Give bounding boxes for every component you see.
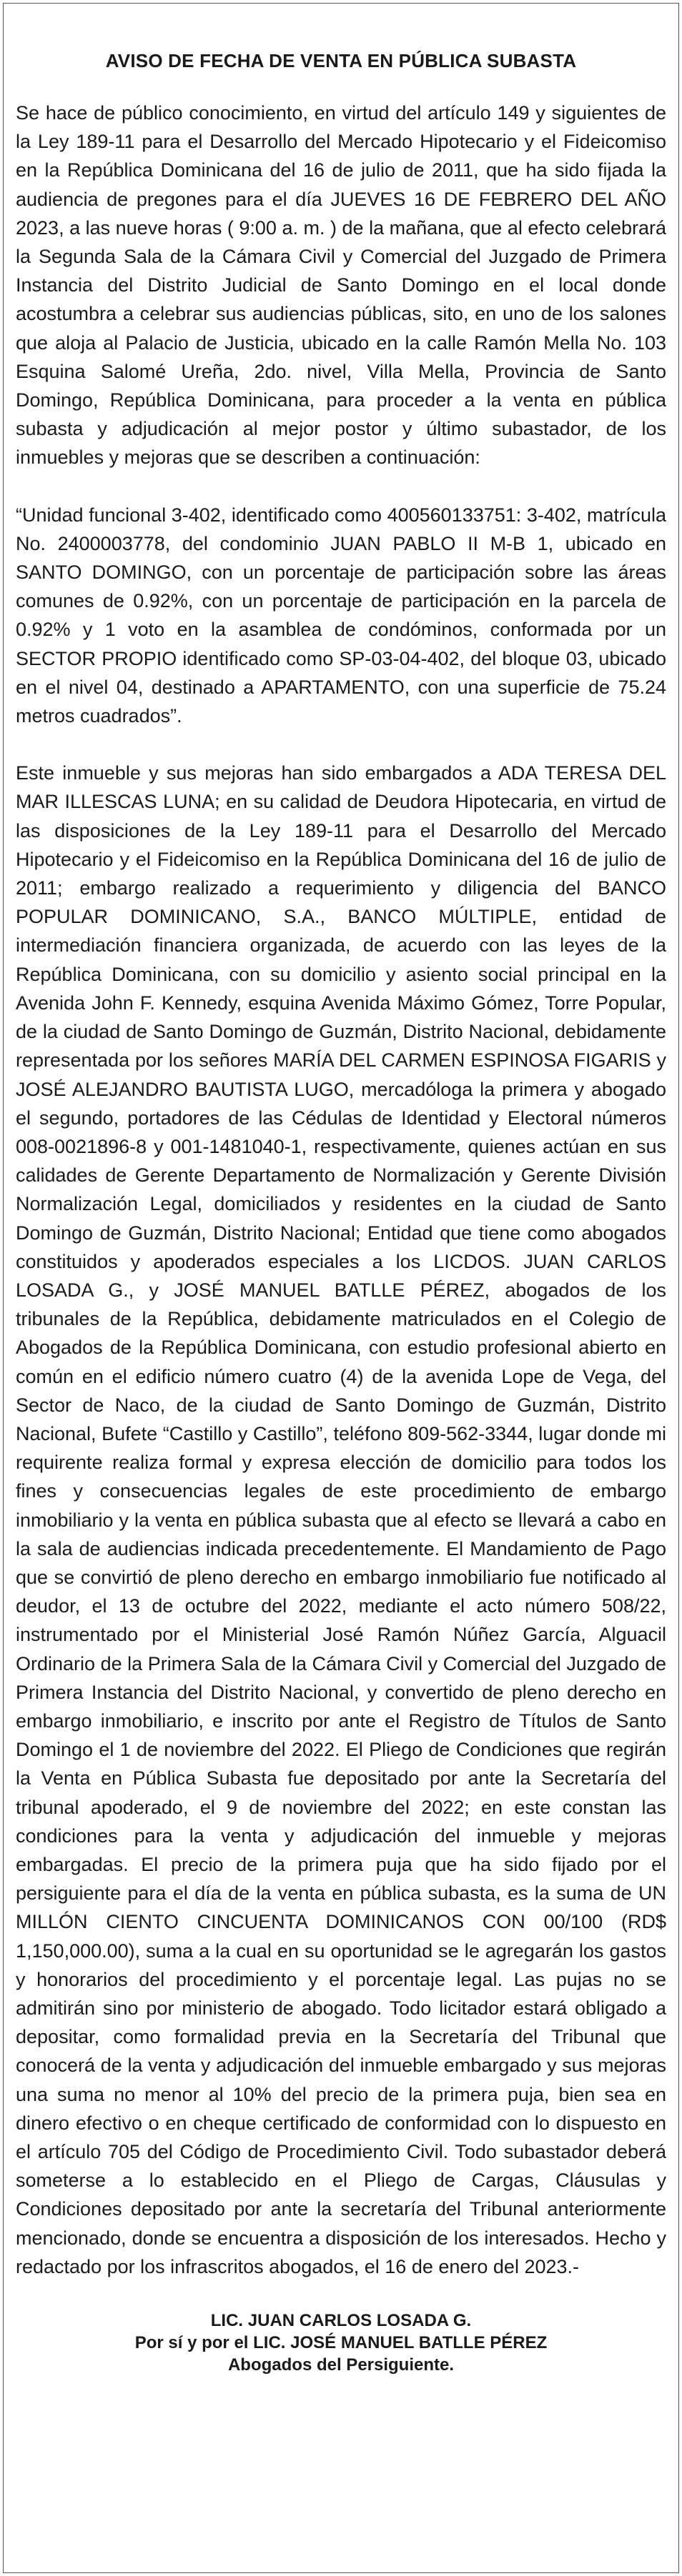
- signature-line-attorney: LIC. JUAN CARLOS LOSADA G.: [210, 2311, 472, 2331]
- signature-line-role: Abogados del Persiguiente.: [227, 2355, 455, 2375]
- paragraph-seizure-details: Este inmueble y sus mejoras han sido embargados a ADA TERESA DEL MAR ILLESCAS LUNA; en su calidad de Deudora Hipotecaria, en virtud de las disposiciones de la Ley 189-11 para el Desarrollo del Mercado Hipotecario y el Fideicomiso en la República Dominicana del 16 de julio de 2011; embargo realizado a requerimiento y diligencia del BANCO POPULAR DOMINICANO, S.A., BANCO MÚLTIPLE, entidad de intermediación financiera organizada, de acuerdo con las leyes de la República Dominicana, con su domicilio y asiento social principal en la Avenida John F. Kennedy, esquina Avenida Máximo Gómez, Torre Popular, de la ciudad de Santo Domingo de Guzmán, Distrito Nacional, debidamente representada por los señores MARÍA DEL CARMEN ESPINOSA FIGARIS y JOSÉ ALEJANDRO BAUTISTA LUGO, mercadóloga la primera y abogado el segundo, portadores de las Cédulas de Identidad y Electoral números 008-0021896-8 y 001-1481040-1, respectivamente, quienes actúan en sus calidades de Gerente Departamento de Normalización y Gerente División Normalización Legal, domiciliados y residentes en la ciudad de Santo Domingo de Guzmán, Distrito Nacional; Entidad que tiene como abogados constituidos y apoderados especiales a los LICDOS. JUAN CARLOS LOSADA G., y JOSÉ MANUEL BATLLE PÉREZ, abogados de los tribunales de la República, debidamente matriculados en el Colegio de Abogados de la República Dominicana, con estudio profesional abierto en común en el edificio número cuatro (4) de la avenida Lope de Vega, del Sector de Naco, de la ciudad de Santo Domingo de Guzmán, Distrito Nacional, Bufete “Castillo y Castillo”, teléfono 809-562-3344, lugar donde mi requirente realiza formal y expresa elección de domicilio para todos los fines y consecuencias legales de este procedimiento de embargo inmobiliario y la venta en pública subasta que al efecto se llevará a cabo en la sala de audiencias indicada precedentemente. El Mandamiento de Pago que se convirtió de pleno derecho en embargo inmobiliario fue notificado al deudor, el 13 de octubre del 2022, mediante el acto número 508/22, instrumentado por el Ministerial José Ramón Núñez García, Alguacil Ordinario de la Primera Sala de la Cámara Civil y Comercial del Juzgado de Primera Instancia del Distrito Nacional, y convertido de pleno derecho en embargo inmobiliario, e inscrito por ante el Registro de Títulos de Santo Domingo el 1 de noviembre del 2022. El Pliego de Condiciones que regirán la Venta en Pública Subasta fue depositado por ante la Secretaría del tribunal apoderado, el 9 de noviembre del 2022; en este constan las condiciones para la venta y adjudicación del inmueble y mejoras embargadas. El precio de la primera puja que ha sido fijado por el persiguiente para el día de la venta en pública subasta, es la suma de UN MILLÓN CIENTO CINCUENTA DOMINICANOS CON 00/100 (RD$ 1,150,000.00), suma a la cual en su oportunidad se le agregarán los gastos y honorarios del procedimiento y el porcentaje legal. Las pujas no se admitirán sino por ministerio de abogado. Todo licitador estará obligado a depositar, como formalidad previa en la Secretaría del Tribunal que conocerá de la venta y adjudicación del inmueble embargado y sus mejoras una suma no menor al 10% del precio de la primera puja, bien sea en dinero efectivo o en cheque certificado de conformidad con lo dispuesto en el artículo 705 del Código de Procedimiento Civil. Todo subastador deberá someterse a lo establecido en el Pliego de Cargas, Cláusulas y Condiciones depositado por ante la secretaría del Tribunal anteriormente mencionado, donde se encuentra a disposición de los interesados. Hecho y redactado por los infrascritos abogados, el 16 de enero del 2023.-: [16, 762, 666, 2277]
- signature-line-co-attorney: Por sí y por el LIC. JOSÉ MANUEL BATLLE PÉREZ: [134, 2333, 548, 2353]
- paragraph-property-description: “Unidad funcional 3-402, identificado como 400560133751: 3-402, matrícula No. 2400003778, del condominio JUAN PABLO II M-B 1, ubicado en SANTO DOMINGO, con un porcentaje de participación sobre las áreas comunes de 0.92%, con un porcentaje de participación en la parcela de 0.92% y 1 voto en la asamblea de condóminos, conformada por un SECTOR PROPIO identificado como SP-03-04-402, del bloque 03, ubicado en el nivel 04, destinado a APARTAMENTO, con una superficie de 75.24 metros cuadrados”.: [16, 504, 666, 727]
- paragraph-announcement: Se hace de público conocimiento, en virtud del artículo 149 y siguientes de la Ley 189-11 para el Desarrollo del Mercado Hipotecario y el Fideicomiso en la República Dominicana del 16 de julio de 2011, que ha sido fijada la audiencia de pregones para el día JUEVES 16 DE FEBRERO DEL AÑO 2023, a las nueve horas ( 9:00 a. m. ) de la mañana, que al efecto celebrará la Segunda Sala de la Cámara Civil y Comercial del Juzgado de Primera Instancia del Distrito Judicial de Santo Domingo en el local donde acostumbra a celebrar sus audiencias públicas, sito, en uno de los salones que aloja al Palacio de Justicia, ubicado en la calle Ramón Mella No. 103 Esquina Salomé Ureña, 2do. nivel, Villa Mella, Provincia de Santo Domingo, República Dominicana, para proceder a la venta en pública subasta y adjudicación al mejor postor y último subastador, de los inmuebles y mejoras que se describen a continuación:: [16, 102, 666, 469]
- signature-block: [16, 2310, 666, 2376]
- notice-title: AVISO DE FECHA DE VENTA EN PÚBLICA SUBASTA: [105, 50, 577, 71]
